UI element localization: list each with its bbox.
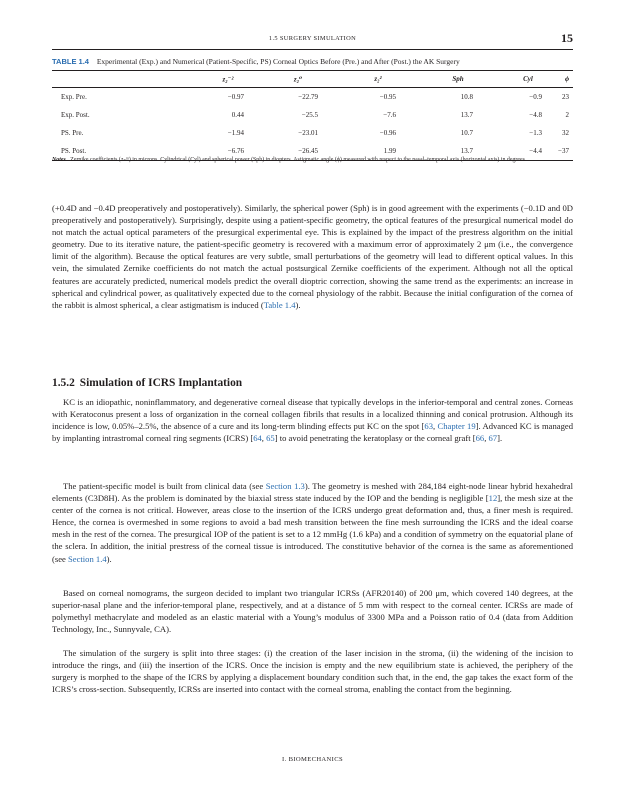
table-row	[52, 106, 573, 124]
body-paragraph	[52, 480, 573, 565]
table-reference-link[interactable]: Table 1.4	[263, 299, 296, 310]
table-cell: 32	[562, 129, 569, 137]
table-cell: 13.7	[460, 111, 473, 119]
table-header-cell: Cyl	[523, 75, 533, 83]
citation-link[interactable]: 65	[266, 433, 275, 444]
paragraph-text: ,	[261, 433, 267, 444]
table-header-cell: z₂⁰	[293, 75, 303, 84]
citation-link[interactable]: 12	[488, 493, 498, 504]
table-cell: −23.01	[298, 129, 318, 137]
running-header-title: 1.5 SURGERY SIMULATION	[268, 35, 357, 42]
table-header-cell: z₂²	[374, 75, 382, 83]
table-cell: 0.44	[231, 111, 244, 119]
paragraph-text: ]. Advanced KC is managed by implanting intrastromal corneal ring segments (ICRS) [	[52, 421, 574, 444]
table-cell: 2	[565, 111, 569, 119]
page-footer: I. BIOMECHANICS	[282, 756, 343, 763]
table-header-cell: Sph	[452, 75, 464, 83]
table-cell: −37	[558, 147, 569, 155]
table-cell: 1.99	[383, 147, 396, 155]
section-number: 1.5.2	[52, 377, 75, 389]
page-number: 15	[561, 31, 573, 45]
table-row-label: PS. Post.	[61, 147, 87, 155]
citation-link[interactable]: Chapter 19	[437, 421, 476, 432]
section-reference-link[interactable]: Section 1.4	[67, 553, 107, 564]
paragraph-text: (+0.4D and −0.4D preoperatively and postoperatively). Similarly, the spherical power (Sph) is in good agreement with the experiments (−0.1D and 0D preoperatively and postoperatively). Surprisingly, despite using a patient-specific geometry, the optical features of the presurgical numerical model do not match the actual optical parameters of the presurgical experimental eye. This is explained by the impact of the prestress algorithm on the initial geometry. Due to its iterative nature, the patient-specific geometry is recovered with a maximum error of approximately 2 μm (i.e., the convergence limit of the algorithm). Because the optical features are very subtle, small perturbations of the geometry will lead to different optical values. In this vein, the simulated Zernike coefficients do not match the actual postsurgical Zernike coefficients of the experiment. Although not all the optical features are accurately predicted, numerical models predict the overall dioptric correction, showing the same trend as the experiments: an increase in spherical and cylindrical power, as qualitatively expected due to the corneal physiology of the rabbit. Because the initial configuration of the cornea of the rabbit is almost spherical, a clear astigmatism is induced (	[52, 203, 573, 310]
section-heading	[52, 377, 573, 389]
table-header-row	[52, 71, 573, 88]
table-cell: 10.7	[460, 129, 473, 137]
table-cell: −0.97	[227, 93, 244, 101]
paragraph-text: The patient-specific model is built from clinical data (see	[63, 481, 266, 491]
paragraph-text: ] to avoid penetrating the keratoplasy or the corneal graft [	[274, 433, 476, 444]
table-notes-label: Notes	[52, 157, 66, 163]
table-notes	[52, 156, 573, 165]
table-cell: 23	[562, 93, 569, 101]
table-cell: 13.7	[460, 147, 473, 155]
table-cell: −4.8	[529, 111, 542, 119]
paragraph-text: ).	[106, 553, 112, 564]
table-cell: −7.6	[383, 111, 396, 119]
body-paragraph	[52, 587, 573, 635]
paragraph-text: The simulation of the surgery is split into three stages: (i) the creation of the laser incision in the stroma, (ii) the widening of the incision to introduce the rings, and (iii) the insertion of the ICRS. Once the incision is empty and the new equilibrium state is achieved, the periphery of the surgery is morphed to the shape of the ICRS by applying a displacement boundary condition such that, in the end, the gap takes the exact form of the ICRS’s cross-section. Subsequently, ICRSs are inserted into contact with the corneal stroma, enabling the contact from the beginning.	[52, 648, 573, 695]
paragraph-text: ].	[497, 433, 503, 444]
table-notes-text: Zernike coefficients (zₙᵐ) in microns. Cylindrical (Cyl) and spherical power (Sph) in diopters. Astigmatic angle (ϕ) measured with respect to the nasal–temporal axis (horizontal axis) in degrees.	[70, 157, 527, 163]
table-header-cell: z₂⁻²	[222, 75, 234, 84]
table-cell: −6.76	[227, 147, 244, 155]
paragraph-text: KC is an idiopathic, noninflammatory, and degenerative corneal disease that typically develops in the inferior-temporal and central zones. Corneas with Keratoconus present a loss of organization in the corneal collagen fibrils that results in a localized thinning and conical protrusion. Although its incidence is low, 0.05%–2.5%, the absence of a cure and its long-term blinding effects put KC on the spot [	[52, 397, 573, 432]
table-cell: −0.95	[379, 93, 396, 101]
table-caption-text: Experimental (Exp.) and Numerical (Patient-Specific, PS) Corneal Optics Before (Pre.) and After (Post.) the AK Surgery	[96, 57, 460, 66]
table-cell: −0.96	[379, 129, 396, 137]
table-cell: −0.9	[529, 93, 542, 101]
table-cell: 10.8	[460, 93, 473, 101]
table-row	[52, 124, 573, 142]
section-title: Simulation of ICRS Implantation	[79, 377, 243, 389]
body-paragraph	[52, 202, 573, 311]
section-reference-link[interactable]: Section 1.3	[265, 481, 305, 491]
table-row-label: Exp. Post.	[61, 111, 90, 119]
table-label: TABLE 1.4	[52, 57, 89, 66]
table-cell: −25.5	[301, 111, 318, 119]
citation-link[interactable]: 63	[424, 421, 433, 432]
body-paragraph	[52, 647, 573, 695]
table-cell: −22.79	[298, 93, 318, 101]
table-row	[52, 88, 573, 106]
table-row-label: Exp. Pre.	[61, 93, 87, 101]
paragraph-text: Based on corneal nomograms, the surgeon decided to implant two triangular ICRSs (AFR20140) of 200 μm, which covered 140 degrees, at the superior-nasal plane and the inferior-temporal plane, respectively, and at a distance of 5 mm with respect to the corneal center. ICRSs are made of polymethyl methacrylate and modeled as an elastic material with a Young’s modulus of 3300 MPa and a Poisson ratio of 0.4 (data from Addition Technology, Inc., Sunnyvale, CA).	[52, 588, 573, 635]
citation-link[interactable]: 67	[488, 433, 498, 444]
running-header	[52, 31, 573, 50]
table-header-cell: ϕ	[564, 75, 569, 83]
table-row-label: PS. Pre.	[61, 129, 84, 137]
table-cell: −1.94	[227, 129, 244, 137]
table-cell: −4.4	[529, 147, 542, 155]
table-cell: −26.45	[298, 147, 318, 155]
body-paragraph	[52, 396, 573, 444]
citation-link[interactable]: 66	[475, 433, 485, 444]
table-cell: −1.3	[529, 129, 542, 137]
paragraph-text: ). The geometry is meshed with 284,184 eight-node linear hybrid hexahedral elements (C3D8H). As the problem is dominated by the biaxial stress state induced by the IOP and the bending is negligible [	[52, 481, 573, 504]
paragraph-text: ,	[433, 421, 438, 432]
paragraph-text: ], the mesh size at the center of the cornea is not critical. However, areas close to the insertion of the ICRS undergo great deformation and, thus, a finer mesh is required. Hence, the cornea is overmeshed in some regions to avoid a bad mesh transition between the fine mesh surrounding the ICRS and the ideal coarse mesh in the rest of the cornea. The presurgical IOP of the patient is set to a 12 mmHg (1.6 kPa) and a condition of symmetry on the equatorial plane of the sclera. In addition, the initial prestress of the corneal tissue is introduced. The constitutive behavior of the cornea is the same as aforementioned (see	[52, 493, 574, 564]
paragraph-text: ,	[484, 433, 489, 444]
citation-link[interactable]: 64	[253, 433, 262, 444]
optics-table	[52, 70, 573, 161]
table-caption	[52, 57, 573, 66]
paragraph-text: ).	[295, 299, 301, 310]
